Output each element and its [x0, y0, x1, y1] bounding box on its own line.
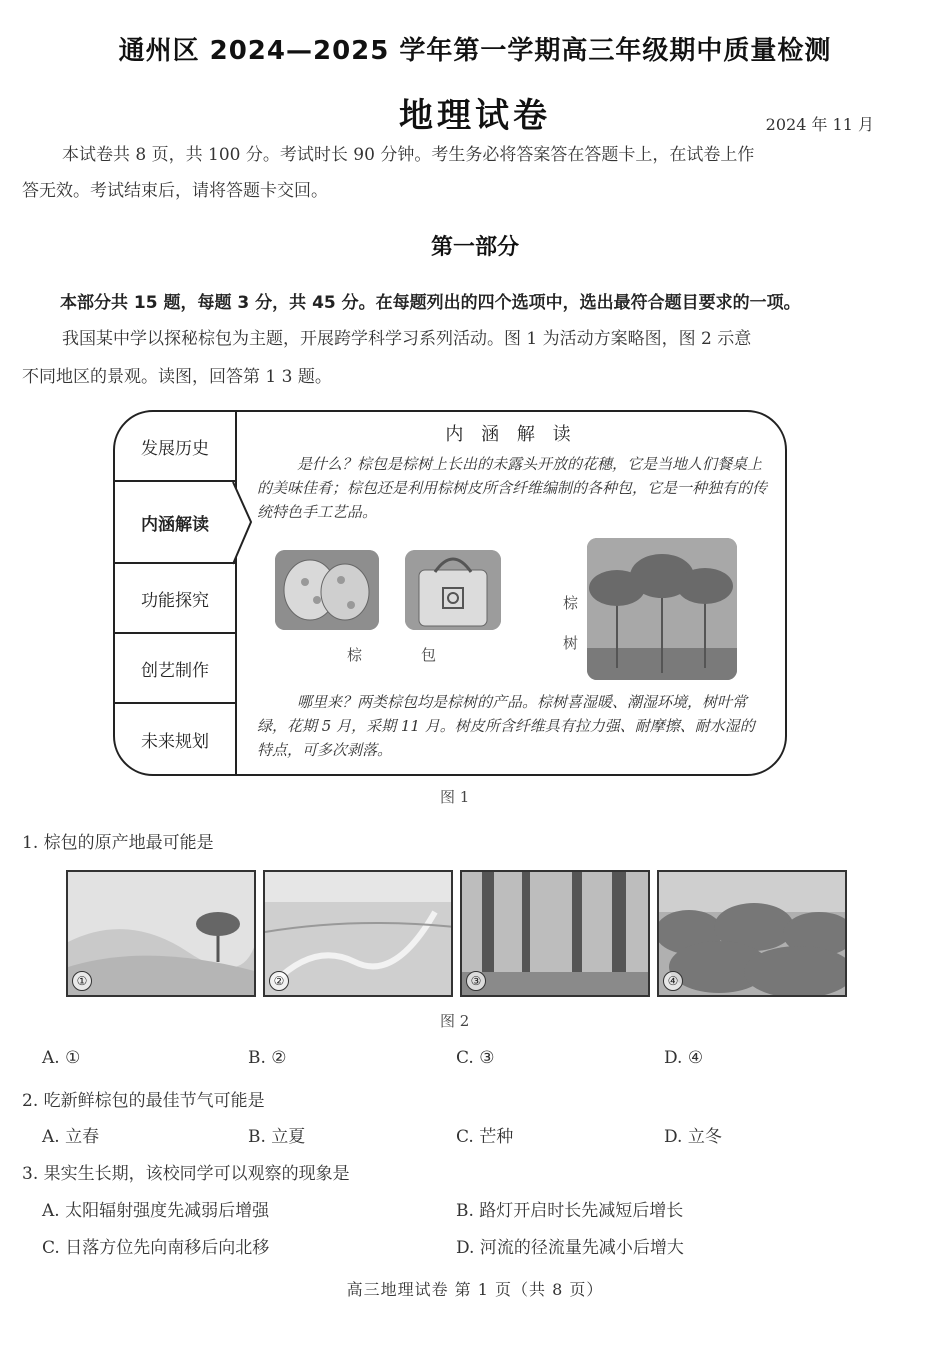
label-tree-1: 棕 — [563, 594, 579, 612]
section-note: 本部分共 15 题，每题 3 分，共 45 分。在每题列出的四个选项中，选出最符合题目要求的一项。 — [60, 293, 801, 313]
label-zong: 棕 — [347, 646, 363, 664]
q2-option-b[interactable]: B. 立夏 — [248, 1127, 306, 1147]
palm-bag-image — [405, 550, 501, 630]
instructions-line2: 答无效。考试结束后，请将答题卡交回。 — [22, 181, 328, 201]
photo-number-2: ② — [269, 971, 289, 991]
landscape-photo-2 — [263, 870, 453, 997]
q3-option-b[interactable]: B. 路灯开启时长先减短后增长 — [456, 1201, 684, 1221]
q3-option-c[interactable]: C. 日落方位先向南移后向北移 — [42, 1238, 270, 1258]
instructions-line1: 本试卷共 8 页，共 100 分。考试时长 90 分钟。考生务必将答案答在答题卡上，在试卷上作 — [62, 145, 755, 165]
q1-option-b[interactable]: B. ② — [248, 1048, 287, 1068]
landscape-photo-3 — [460, 870, 650, 997]
panel-where-text: 哪里来？两类棕包均是棕树的产品。棕树喜湿暖、潮湿环境，树叶常绿，花期 5 月，采期 11 月。树皮所含纤维具有拉力强、耐摩擦、耐水湿的特点，可多次剥落。 — [257, 693, 755, 759]
active-pointer-icon — [231, 480, 257, 566]
question-3-stem: 3. 果实生长期，该校同学可以观察的现象是 — [22, 1164, 350, 1184]
exam-title: 通州区 2024—2025 学年第一学期高三年级期中质量检测 — [118, 36, 832, 66]
intro-line1: 我国某中学以探秘棕包为主题，开展跨学科学习系列活动。图 1 为活动方案略图，图 2 示意 — [62, 329, 752, 349]
photo-number-4: ④ — [663, 971, 683, 991]
q2-option-a[interactable]: A. 立春 — [42, 1127, 100, 1147]
photo-number-1: ① — [72, 971, 92, 991]
page-footer: 高三地理试卷 第 1 页（共 8 页） — [346, 1280, 604, 1299]
panel-what-text: 是什么？棕包是棕树上长出的未露头开放的花穗，它是当地人们餐桌上的美味佳肴；棕包还是利用棕树皮所含纤维编制的各种包，它是一种独有的传统特色手工艺品。 — [257, 455, 768, 521]
section-title: 第一部分 — [430, 235, 519, 260]
landscape-photo-1 — [66, 870, 256, 997]
landscape-photo-4 — [657, 870, 847, 997]
question-1-stem: 1. 棕包的原产地最可能是 — [22, 833, 214, 853]
palm-tree-image — [587, 538, 737, 680]
figure1-activity-plan — [113, 410, 787, 776]
photo-number-3: ③ — [466, 971, 486, 991]
menu-item-history: 发展历史 — [115, 412, 235, 482]
q1-option-d[interactable]: D. ④ — [664, 1048, 704, 1068]
figure2-caption: 图 2 — [440, 1012, 470, 1030]
question-2-stem: 2. 吃新鲜棕包的最佳节气可能是 — [22, 1091, 265, 1111]
label-bao: 包 — [421, 646, 437, 664]
subject-title: 地理试卷 — [399, 96, 551, 136]
panel-title: 内 涵 解 读 — [445, 424, 577, 445]
q2-option-c[interactable]: C. 芒种 — [456, 1127, 514, 1147]
label-tree-2: 树 — [563, 634, 579, 652]
q2-option-d[interactable]: D. 立冬 — [664, 1127, 722, 1147]
menu-item-interpretation: 内涵解读 — [115, 482, 235, 564]
figure1-caption: 图 1 — [440, 788, 470, 806]
exam-date: 2024 年 11 月 — [765, 115, 874, 134]
q1-option-a[interactable]: A. ① — [42, 1048, 81, 1068]
menu-item-function: 功能探究 — [115, 564, 235, 634]
q1-option-c[interactable]: C. ③ — [456, 1048, 495, 1068]
q3-option-d[interactable]: D. 河流的径流量先减小后增大 — [456, 1238, 684, 1258]
palm-flower-image — [275, 550, 379, 630]
q3-option-a[interactable]: A. 太阳辐射强度先减弱后增强 — [42, 1201, 270, 1221]
intro-line2: 不同地区的景观。读图，回答第 1 3 题。 — [22, 367, 332, 387]
menu-item-craft: 创艺制作 — [115, 634, 235, 704]
menu-item-future: 未来规划 — [141, 731, 209, 752]
activity-menu — [115, 412, 237, 774]
